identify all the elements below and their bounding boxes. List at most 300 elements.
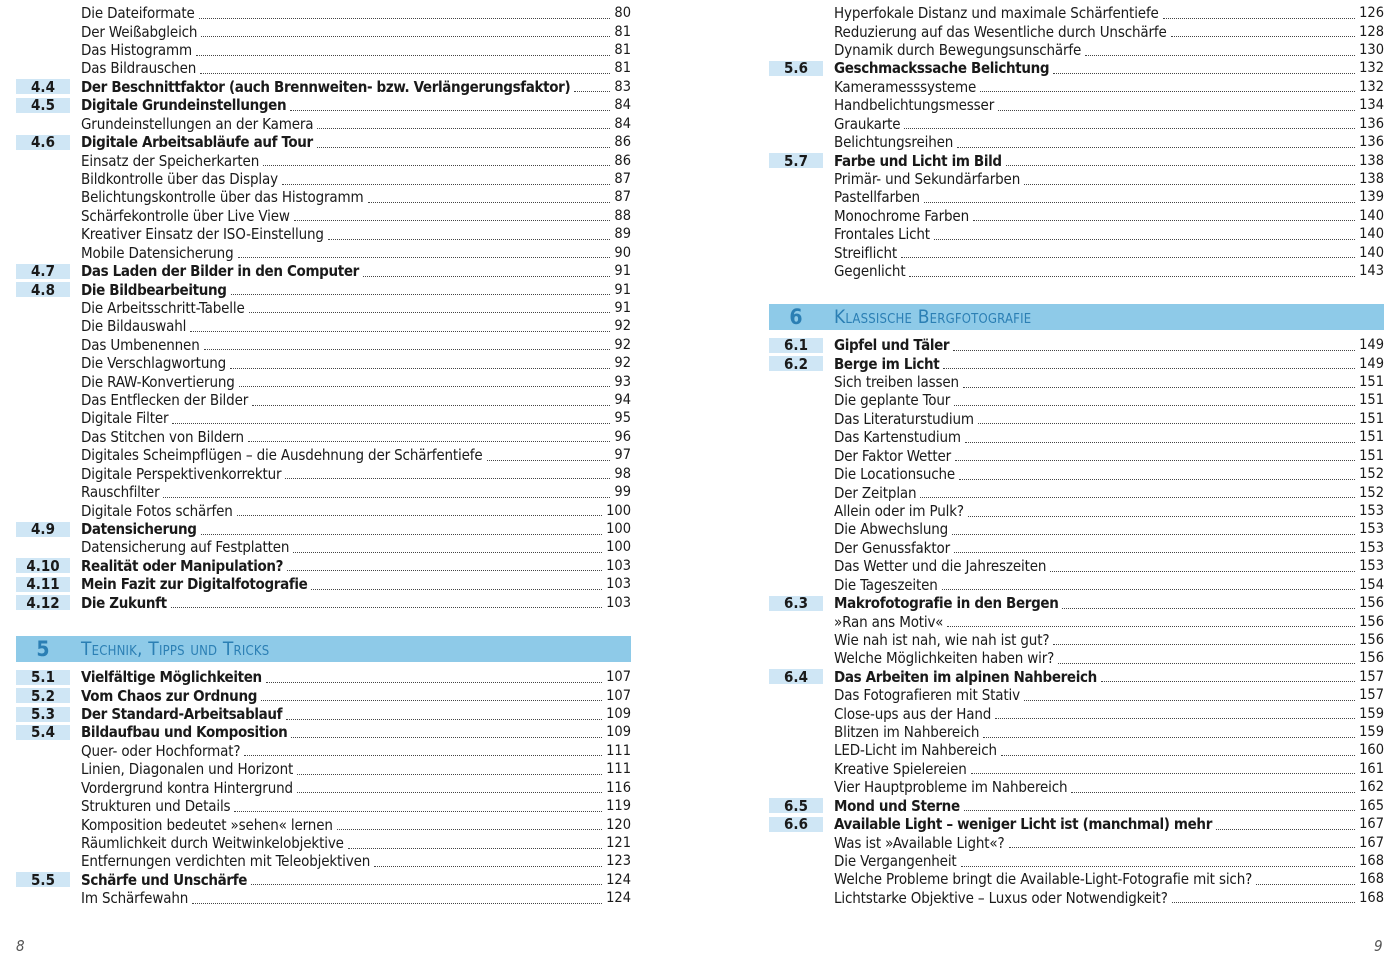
section-number xyxy=(769,375,823,390)
entry-page-number: 81 xyxy=(614,23,631,40)
entry-title: Reduzierung auf das Wesentliche durch Unschärfe xyxy=(834,22,1167,41)
entry-page-number: 132 xyxy=(1359,60,1384,77)
toc-list-chapter-4-continued xyxy=(16,4,631,612)
toc-section-entry[interactable] xyxy=(16,723,631,741)
toc-subsection-entry[interactable] xyxy=(16,243,631,261)
entry-title: Die RAW-Konvertierung xyxy=(81,372,235,391)
section-number xyxy=(769,24,823,39)
entry-title: Blitzen im Nahbereich xyxy=(834,723,980,742)
toc-subsection-entry[interactable] xyxy=(769,539,1384,557)
entry-page-number: 103 xyxy=(606,576,631,593)
dot-leader xyxy=(234,810,602,812)
dot-leader xyxy=(363,275,610,277)
toc-subsection-entry[interactable] xyxy=(769,78,1384,96)
entry-page-number: 136 xyxy=(1359,134,1384,151)
entry-title: Datensicherung xyxy=(81,520,197,539)
toc-subsection-entry[interactable] xyxy=(769,575,1384,593)
entry-title: Schärfe und Unschärfe xyxy=(81,870,248,889)
toc-section-entry[interactable] xyxy=(769,354,1384,372)
toc-section-entry[interactable] xyxy=(16,594,631,612)
toc-subsection-entry[interactable] xyxy=(769,96,1384,114)
section-number xyxy=(769,890,823,905)
entry-page-number: 116 xyxy=(606,779,631,796)
chapter-number: 6 xyxy=(789,305,803,329)
entry-page-number: 151 xyxy=(1359,429,1384,446)
entry-title: Grundeinstellungen an der Kamera xyxy=(81,114,314,133)
entry-title: Die Tageszeiten xyxy=(834,575,938,594)
toc-subsection-entry[interactable] xyxy=(16,760,631,778)
entry-title: Streiflicht xyxy=(834,243,897,262)
toc-subsection-entry[interactable] xyxy=(16,538,631,556)
entry-title: Der Weißabgleich xyxy=(81,22,198,41)
toc-subsection-entry[interactable] xyxy=(16,409,631,427)
toc-subsection-entry[interactable] xyxy=(16,889,631,907)
dot-leader xyxy=(909,275,1355,277)
dot-leader xyxy=(998,109,1355,111)
toc-subsection-entry[interactable] xyxy=(769,723,1384,741)
entry-page-number: 80 xyxy=(614,5,631,22)
section-number xyxy=(769,245,823,260)
entry-page-number: 123 xyxy=(606,853,631,870)
entry-title: Der Faktor Wetter xyxy=(834,446,952,465)
dot-leader xyxy=(297,773,602,775)
dot-leader xyxy=(1216,828,1355,830)
section-number: 4.11 xyxy=(16,577,70,592)
entry-title: Dynamik durch Bewegungsunschärfe xyxy=(834,41,1082,60)
dot-leader xyxy=(328,238,611,240)
toc-subsection-entry[interactable] xyxy=(769,4,1384,22)
toc-subsection-entry[interactable] xyxy=(769,612,1384,630)
chapter-number: 5 xyxy=(36,637,50,661)
toc-section-entry[interactable] xyxy=(769,151,1384,169)
entry-page-number: 95 xyxy=(614,410,631,427)
dot-leader xyxy=(1024,699,1355,701)
toc-subsection-entry[interactable] xyxy=(16,41,631,59)
dot-leader xyxy=(1071,791,1355,793)
toc-subsection-entry[interactable] xyxy=(769,391,1384,409)
toc-subsection-entry[interactable] xyxy=(16,428,631,446)
entry-title: Das Stitchen von Bildern xyxy=(81,427,244,446)
toc-subsection-entry[interactable] xyxy=(16,465,631,483)
dot-leader xyxy=(287,569,602,571)
dot-leader xyxy=(311,588,602,590)
entry-page-number: 97 xyxy=(614,447,631,464)
entry-title: Monochrome Farben xyxy=(834,206,969,225)
entry-page-number: 90 xyxy=(614,244,631,261)
toc-subsection-entry[interactable] xyxy=(16,22,631,40)
toc-list-chapter-6 xyxy=(769,336,1384,907)
dot-leader xyxy=(1101,680,1355,682)
entry-title: LED-Licht im Nahbereich xyxy=(834,741,997,760)
toc-subsection-entry[interactable] xyxy=(16,779,631,797)
toc-page-left xyxy=(16,0,631,958)
section-number xyxy=(769,632,823,647)
entry-title: Close-ups aus der Hand xyxy=(834,704,992,723)
section-number: 4.4 xyxy=(16,79,70,94)
section-number xyxy=(16,116,70,131)
toc-subsection-entry[interactable] xyxy=(16,207,631,225)
toc-section-entry[interactable] xyxy=(769,594,1384,612)
toc-subsection-entry[interactable] xyxy=(769,225,1384,243)
entry-title: Die Bildauswahl xyxy=(81,317,187,336)
toc-subsection-entry[interactable] xyxy=(769,870,1384,888)
toc-subsection-entry[interactable] xyxy=(16,372,631,390)
dot-leader xyxy=(244,754,602,756)
dot-leader xyxy=(285,477,610,479)
dot-leader xyxy=(978,422,1355,424)
toc-subsection-entry[interactable] xyxy=(769,262,1384,280)
toc-subsection-entry[interactable] xyxy=(16,815,631,833)
section-number xyxy=(16,43,70,58)
entry-page-number: 157 xyxy=(1359,687,1384,704)
entry-page-number: 107 xyxy=(606,687,631,704)
entry-page-number: 124 xyxy=(606,890,631,907)
toc-subsection-entry[interactable] xyxy=(16,354,631,372)
dot-leader xyxy=(337,828,602,830)
toc-subsection-entry[interactable] xyxy=(16,852,631,870)
entry-title: Datensicherung auf Festplatten xyxy=(81,538,290,557)
entry-title: Die Bildbearbeitung xyxy=(81,280,227,299)
entry-title: Das Laden der Bilder in den Computer xyxy=(81,262,359,281)
entry-page-number: 152 xyxy=(1359,466,1384,483)
toc-section-entry[interactable] xyxy=(769,59,1384,77)
section-number xyxy=(16,891,70,906)
toc-subsection-entry[interactable] xyxy=(16,59,631,77)
dot-leader xyxy=(172,422,610,424)
toc-subsection-entry[interactable] xyxy=(16,446,631,464)
dot-leader xyxy=(942,588,1355,590)
entry-title: Bildaufbau und Komposition xyxy=(81,723,288,742)
entry-title: Digitale Fotos schärfen xyxy=(81,501,233,520)
section-number: 6.6 xyxy=(769,817,823,832)
dot-leader xyxy=(1163,17,1355,19)
section-number: 4.10 xyxy=(16,558,70,573)
dot-leader xyxy=(200,72,610,74)
section-number xyxy=(16,172,70,187)
dot-leader xyxy=(317,146,611,148)
entry-page-number: 140 xyxy=(1359,207,1384,224)
toc-subsection-entry[interactable] xyxy=(16,225,631,243)
toc-subsection-entry[interactable] xyxy=(769,520,1384,538)
chapter-5-heading[interactable] xyxy=(16,636,631,662)
entry-title: Digitale Filter xyxy=(81,409,169,428)
toc-subsection-entry[interactable] xyxy=(769,631,1384,649)
toc-section-entry[interactable] xyxy=(769,336,1384,354)
entry-title: Das Arbeiten im alpinen Nahbereich xyxy=(834,667,1097,686)
entry-title: »Ran ans Motiv« xyxy=(834,612,944,631)
toc-subsection-entry[interactable] xyxy=(16,115,631,133)
entry-page-number: 88 xyxy=(614,207,631,224)
toc-subsection-entry[interactable] xyxy=(769,133,1384,151)
dot-leader xyxy=(1006,164,1355,166)
entry-page-number: 83 xyxy=(614,78,631,95)
toc-subsection-entry[interactable] xyxy=(769,502,1384,520)
entry-title: Frontales Licht xyxy=(834,225,930,244)
toc-subsection-entry[interactable] xyxy=(769,852,1384,870)
section-number xyxy=(16,374,70,389)
dot-leader xyxy=(286,718,602,720)
entry-title: Wie nah ist nah, wie nah ist gut? xyxy=(834,630,1050,649)
toc-section-entry[interactable] xyxy=(16,668,631,686)
toc-section-entry[interactable] xyxy=(16,686,631,704)
dot-leader xyxy=(204,348,611,350)
dot-leader xyxy=(163,496,610,498)
section-number xyxy=(16,319,70,334)
dot-leader xyxy=(959,478,1355,480)
toc-section-entry[interactable] xyxy=(16,96,631,114)
toc-subsection-entry[interactable] xyxy=(16,170,631,188)
toc-subsection-entry[interactable] xyxy=(769,778,1384,796)
entry-page-number: 93 xyxy=(614,373,631,390)
section-number xyxy=(769,135,823,150)
section-number: 5.3 xyxy=(16,707,70,722)
entry-title: Handbelichtungsmesser xyxy=(834,96,995,115)
entry-page-number: 126 xyxy=(1359,5,1384,22)
dot-leader xyxy=(1085,54,1355,56)
toc-subsection-entry[interactable] xyxy=(769,207,1384,225)
section-number xyxy=(769,448,823,463)
entry-page-number: 140 xyxy=(1359,244,1384,261)
section-number xyxy=(769,780,823,795)
toc-subsection-entry[interactable] xyxy=(769,41,1384,59)
toc-subsection-entry[interactable] xyxy=(769,465,1384,483)
section-number xyxy=(16,503,70,518)
toc-list-chapter-5-continued xyxy=(769,4,1384,280)
section-number xyxy=(16,466,70,481)
entry-title: Im Schärfewahn xyxy=(81,889,189,908)
page-number-right: 9 xyxy=(1374,937,1383,955)
entry-page-number: 94 xyxy=(614,392,631,409)
entry-title: Gipfel und Täler xyxy=(834,336,950,355)
section-number xyxy=(16,780,70,795)
section-number xyxy=(16,429,70,444)
toc-subsection-entry[interactable] xyxy=(769,447,1384,465)
section-number xyxy=(16,448,70,463)
entry-title: Belichtungsreihen xyxy=(834,133,954,152)
entry-title: Das Umbenennen xyxy=(81,335,200,354)
section-number xyxy=(16,743,70,758)
entry-title: Makrofotografie in den Bergen xyxy=(834,594,1059,613)
section-number xyxy=(16,485,70,500)
dot-leader xyxy=(983,736,1355,738)
entry-title: Gegenlicht xyxy=(834,262,906,281)
toc-section-entry[interactable] xyxy=(769,815,1384,833)
entry-page-number: 91 xyxy=(614,263,631,280)
entry-page-number: 154 xyxy=(1359,576,1384,593)
toc-subsection-entry[interactable] xyxy=(16,317,631,335)
entry-page-number: 149 xyxy=(1359,337,1384,354)
dot-leader xyxy=(201,35,610,37)
toc-subsection-entry[interactable] xyxy=(16,483,631,501)
section-number xyxy=(769,725,823,740)
toc-section-entry[interactable] xyxy=(16,262,631,280)
toc-subsection-entry[interactable] xyxy=(769,557,1384,575)
entry-title: Primär- und Sekundärfarben xyxy=(834,170,1021,188)
toc-subsection-entry[interactable] xyxy=(769,22,1384,40)
entry-page-number: 91 xyxy=(614,299,631,316)
section-number xyxy=(16,337,70,352)
entry-title: Linien, Diagonalen und Horizont xyxy=(81,760,294,779)
toc-subsection-entry[interactable] xyxy=(769,410,1384,428)
chapter-title: Klassische Bergfotografie xyxy=(834,306,1032,328)
entry-page-number: 134 xyxy=(1359,97,1384,114)
toc-subsection-entry[interactable] xyxy=(769,373,1384,391)
toc-section-entry[interactable] xyxy=(16,133,631,151)
entry-title: Schärfekontrolle über Live View xyxy=(81,206,290,225)
dot-leader xyxy=(1256,883,1355,885)
entry-page-number: 81 xyxy=(614,60,631,77)
toc-subsection-entry[interactable] xyxy=(769,686,1384,704)
toc-section-entry[interactable] xyxy=(16,575,631,593)
entry-title: Mond und Sterne xyxy=(834,796,960,815)
section-number xyxy=(16,817,70,832)
toc-subsection-entry[interactable] xyxy=(769,428,1384,446)
dot-leader xyxy=(1062,607,1355,609)
toc-section-entry[interactable] xyxy=(16,557,631,575)
entry-page-number: 107 xyxy=(606,669,631,686)
dot-leader xyxy=(995,717,1355,719)
toc-section-entry[interactable] xyxy=(16,520,631,538)
toc-subsection-entry[interactable] xyxy=(16,151,631,169)
entry-title: Vordergrund kontra Hintergrund xyxy=(81,778,293,797)
toc-subsection-entry[interactable] xyxy=(16,4,631,22)
entry-page-number: 89 xyxy=(614,226,631,243)
dot-leader xyxy=(238,256,611,258)
dot-leader xyxy=(291,736,602,738)
toc-subsection-entry[interactable] xyxy=(769,760,1384,778)
entry-title: Komposition bedeutet »sehen« lernen xyxy=(81,815,333,834)
section-number: 6.4 xyxy=(769,669,823,684)
dot-leader xyxy=(952,533,1355,535)
dot-leader xyxy=(192,902,602,904)
toc-section-entry[interactable] xyxy=(16,280,631,298)
toc-subsection-entry[interactable] xyxy=(769,649,1384,667)
toc-section-entry[interactable] xyxy=(16,871,631,889)
entry-title: Das Entflecken der Bilder xyxy=(81,391,249,410)
dot-leader xyxy=(374,865,602,867)
toc-section-entry[interactable] xyxy=(769,797,1384,815)
entry-title: Strukturen und Details xyxy=(81,797,231,816)
dot-leader xyxy=(955,459,1355,461)
entry-page-number: 156 xyxy=(1359,595,1384,612)
entry-page-number: 156 xyxy=(1359,631,1384,648)
toc-subsection-entry[interactable] xyxy=(769,889,1384,907)
entry-page-number: 92 xyxy=(614,318,631,335)
toc-subsection-entry[interactable] xyxy=(16,834,631,852)
section-number xyxy=(16,540,70,555)
entry-page-number: 132 xyxy=(1359,78,1384,95)
entry-page-number: 111 xyxy=(606,742,631,759)
section-number xyxy=(769,79,823,94)
section-number xyxy=(16,762,70,777)
toc-subsection-entry[interactable] xyxy=(769,170,1384,188)
entry-title: Belichtungskontrolle über das Histogramm xyxy=(81,188,364,207)
entry-page-number: 109 xyxy=(606,724,631,741)
toc-subsection-entry[interactable] xyxy=(769,243,1384,261)
entry-page-number: 84 xyxy=(614,97,631,114)
chapter-6-heading[interactable] xyxy=(769,304,1384,330)
entry-page-number: 151 xyxy=(1359,447,1384,464)
section-number: 5.1 xyxy=(16,670,70,685)
entry-title: Die Locationsuche xyxy=(834,465,956,484)
entry-title: Digitale Arbeitsabläufe auf Tour xyxy=(81,133,313,152)
toc-section-entry[interactable] xyxy=(16,705,631,723)
entry-page-number: 162 xyxy=(1359,779,1384,796)
section-number: 4.9 xyxy=(16,522,70,537)
section-number: 6.3 xyxy=(769,596,823,611)
entry-title: Geschmackssache Belichtung xyxy=(834,59,1050,78)
section-number xyxy=(769,467,823,482)
dot-leader xyxy=(954,404,1355,406)
section-number xyxy=(16,356,70,371)
toc-subsection-entry[interactable] xyxy=(769,704,1384,722)
toc-section-entry[interactable] xyxy=(769,668,1384,686)
entry-title: Der Zeitplan xyxy=(834,483,917,502)
toc-subsection-entry[interactable] xyxy=(16,797,631,815)
section-number xyxy=(769,116,823,131)
toc-subsection-entry[interactable] xyxy=(16,336,631,354)
entry-title: Realität oder Manipulation? xyxy=(81,556,284,575)
section-number xyxy=(769,559,823,574)
toc-page-right xyxy=(769,0,1384,958)
toc-subsection-entry[interactable] xyxy=(16,501,631,519)
dot-leader xyxy=(282,183,610,185)
section-number xyxy=(769,393,823,408)
section-number xyxy=(769,872,823,887)
toc-subsection-entry[interactable] xyxy=(16,188,631,206)
toc-subsection-entry[interactable] xyxy=(16,299,631,317)
entry-title: Räumlichkeit durch Weitwinkelobjektive xyxy=(81,834,344,852)
section-number xyxy=(769,411,823,426)
entry-title: Das Histogramm xyxy=(81,41,193,60)
section-number: 5.7 xyxy=(769,153,823,168)
section-number xyxy=(16,854,70,869)
toc-section-entry[interactable] xyxy=(16,78,631,96)
entry-title: Available Light – weniger Licht ist (manchmal) mehr xyxy=(834,815,1213,834)
entry-page-number: 151 xyxy=(1359,410,1384,427)
dot-leader xyxy=(1171,35,1355,37)
entry-page-number: 84 xyxy=(614,115,631,132)
toc-subsection-entry[interactable] xyxy=(769,483,1384,501)
entry-title: Quer- oder Hochformat? xyxy=(81,741,241,760)
entry-page-number: 161 xyxy=(1359,760,1384,777)
section-number xyxy=(16,208,70,223)
toc-subsection-entry[interactable] xyxy=(769,833,1384,851)
section-number xyxy=(769,706,823,721)
toc-subsection-entry[interactable] xyxy=(769,741,1384,759)
section-number: 6.5 xyxy=(769,798,823,813)
entry-page-number: 91 xyxy=(614,281,631,298)
toc-subsection-entry[interactable] xyxy=(769,188,1384,206)
toc-subsection-entry[interactable] xyxy=(769,115,1384,133)
toc-subsection-entry[interactable] xyxy=(16,742,631,760)
section-number xyxy=(16,411,70,426)
section-number xyxy=(16,153,70,168)
entry-title: Digitale Grundeinstellungen xyxy=(81,96,287,115)
entry-page-number: 138 xyxy=(1359,152,1384,169)
dot-leader xyxy=(252,404,610,406)
entry-title: Vier Hauptprobleme im Nahbereich xyxy=(834,778,1068,797)
entry-title: Der Standard-Arbeitsablauf xyxy=(81,705,283,724)
entry-title: Was ist »Available Light«? xyxy=(834,833,1005,852)
toc-list-chapter-5 xyxy=(16,668,631,907)
section-number xyxy=(769,43,823,58)
dot-leader xyxy=(239,385,611,387)
entry-title: Der Beschnittfaktor (auch Brennweiten- bzw. Verlängerungsfaktor) xyxy=(81,77,571,96)
entry-title: Das Literaturstudium xyxy=(834,409,974,428)
section-number xyxy=(16,6,70,21)
toc-subsection-entry[interactable] xyxy=(16,391,631,409)
